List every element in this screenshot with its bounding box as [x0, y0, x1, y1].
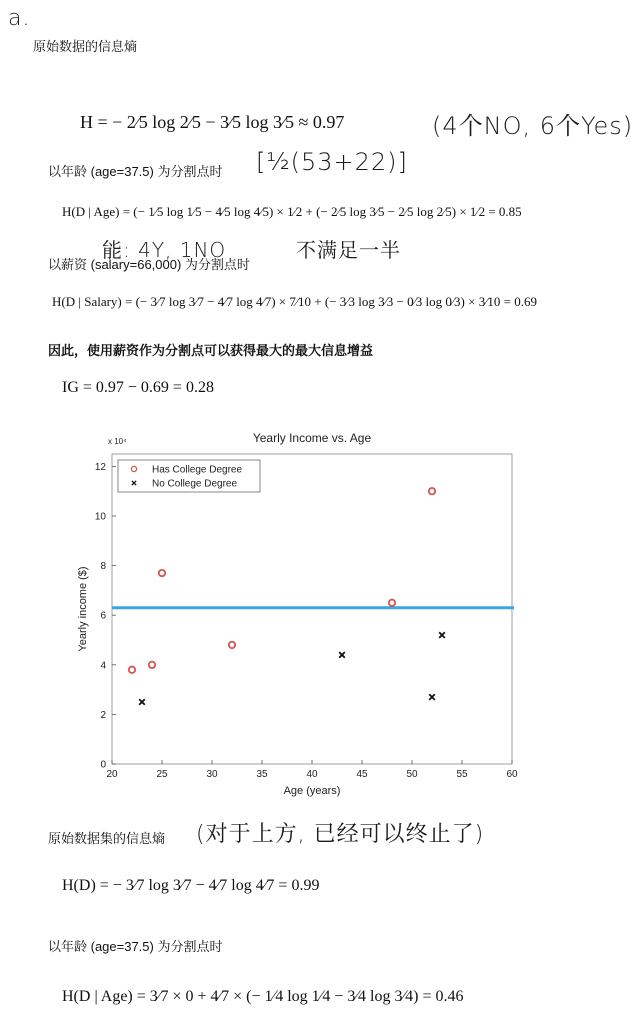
- y-multiplier-label: x 10⁴: [108, 437, 127, 446]
- x-tick-label: 55: [456, 769, 468, 780]
- x-axis-label: Age (years): [283, 785, 341, 797]
- x-tick-label: 60: [506, 769, 518, 780]
- equation-conditional-age: H(D | Age) = (− 1⁄5 log 1⁄5 − 4⁄5 log 4⁄5) × 1⁄2 + (− 2⁄5 log 3⁄5 − 2⁄5 log 2⁄5) × 1⁄2 = 0.85: [62, 204, 522, 219]
- handwritten-note-split-1: [½(53+22)]: [256, 148, 408, 176]
- x-tick-label: 35: [256, 769, 268, 780]
- x-tick-label: 20: [106, 769, 118, 780]
- handwritten-note-split-2: 能: 4Y, 1NO: [102, 238, 227, 262]
- x-tick-label: 45: [356, 769, 368, 780]
- entropy-title: 原始数据的信息熵: [33, 39, 138, 54]
- x-tick-label: 40: [306, 769, 318, 780]
- scatter-chart: [72, 424, 532, 810]
- y-tick-label: 4: [100, 660, 106, 672]
- data-point-no-degree: [139, 699, 145, 705]
- data-point-has-degree: [149, 662, 155, 668]
- y-tick-label: 6: [100, 610, 106, 622]
- y-tick-label: 8: [100, 561, 106, 573]
- y-tick-label: 12: [94, 461, 106, 473]
- x-tick-label: 25: [156, 769, 168, 780]
- legend-label: Has College Degree: [152, 464, 243, 476]
- y-tick-label: 10: [94, 511, 106, 523]
- equation-conditional-age-2: H(D | Age) = 3⁄7 × 0 + 4⁄7 × (− 1⁄4 log 1⁄4 − 3⁄4 log 3⁄4) = 0.46: [62, 988, 464, 1005]
- data-point-no-degree: [439, 632, 445, 638]
- handwritten-note-counts: (4个NO, 6个Yes): [432, 112, 634, 140]
- data-point-has-degree: [159, 570, 165, 576]
- y-tick-label: 2: [100, 709, 106, 721]
- entropy-title-2: 原始数据集的信息熵: [48, 831, 166, 846]
- equation-information-gain: IG = 0.97 − 0.69 = 0.28: [62, 379, 214, 396]
- data-point-has-degree: [229, 642, 235, 648]
- x-tick-label: 50: [406, 769, 418, 780]
- data-point-no-degree: [339, 652, 345, 658]
- x-tick-label: 30: [206, 769, 218, 780]
- equation-conditional-salary: H(D | Salary) = (− 3⁄7 log 3⁄7 − 4⁄7 log 4⁄7) × 7⁄10 + (− 3⁄3 log 3⁄3 − 0⁄3 log 0⁄3) × 3⁄10 = 0.69: [52, 294, 537, 309]
- age-split-label-2: 以年龄 (age=37.5) 为分割点时: [48, 939, 223, 954]
- handwritten-note-stop: (对于上方, 已经可以终止了): [196, 822, 485, 847]
- data-point-has-degree: [429, 488, 435, 494]
- data-point-has-degree: [129, 667, 135, 673]
- y-tick-label: 0: [100, 759, 106, 771]
- handwritten-note-split-3: 不满足一半: [296, 238, 401, 262]
- conclusion-text: 因此，使用薪资作为分割点可以获得最大的最大信息增益: [48, 343, 374, 358]
- scatter-chart-svg: [72, 424, 532, 810]
- y-axis-label: Yearly income ($): [77, 566, 89, 652]
- salary-split-label: 以薪资 (salary=66,000) 为分割点时: [48, 257, 250, 272]
- handwritten-label-a: a.: [8, 6, 31, 31]
- equation-entropy-2: H(D) = − 3⁄7 log 3⁄7 − 4⁄7 log 4⁄7 = 0.99: [62, 877, 320, 894]
- age-split-label: 以年龄 (age=37.5) 为分割点时: [48, 164, 223, 179]
- equation-entropy: H = − 2⁄5 log 2⁄5 − 3⁄5 log 3⁄5 ≈ 0.97: [80, 112, 345, 132]
- data-point-has-degree: [389, 600, 395, 606]
- chart-title: Yearly Income vs. Age: [252, 431, 372, 445]
- legend-label: No College Degree: [152, 478, 238, 490]
- data-point-no-degree: [429, 694, 435, 700]
